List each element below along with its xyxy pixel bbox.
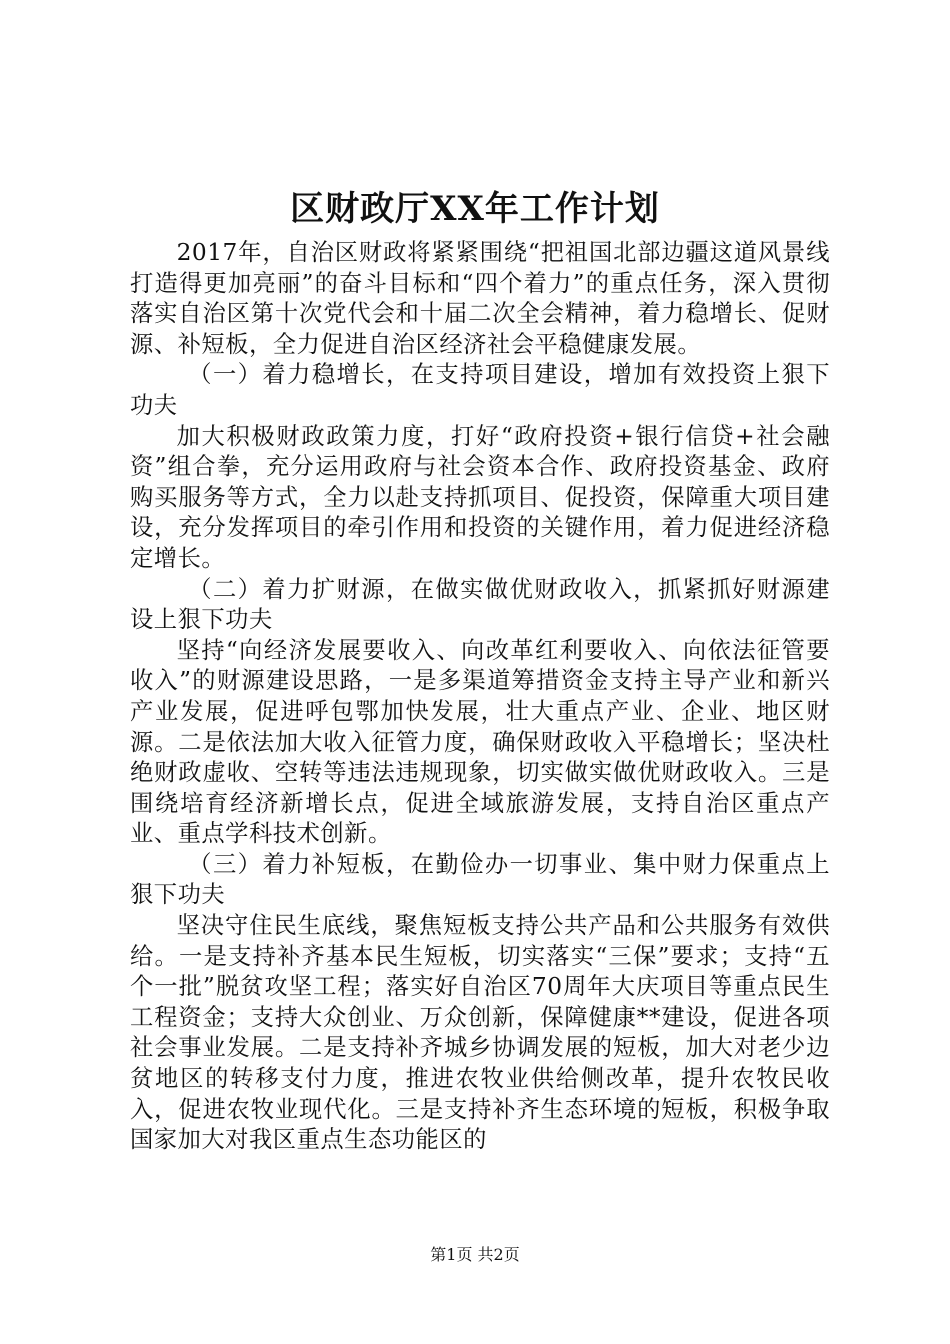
page-footer: 第1页 共2页: [430, 1245, 520, 1264]
paragraph-intro: 2017年，自治区财政将紧紧围绕“把祖国北部边疆这道风景线打造得更加亮丽”的奋斗目标和“四个着力”的重点任务，深入贯彻落实自治区第十次党代会和十届二次全会精神，着力稳增长、促财源、补短板，全力促进自治区经济社会平稳健康发展。: [130, 239, 830, 358]
section-heading-2: （二）着力扩财源，在做实做优财政收入，抓紧抓好财源建设上狠下功夫: [130, 575, 830, 634]
paragraph-section-1: 加大积极财政政策力度，打好“政府投资+银行信贷+社会融资”组合拳，充分运用政府与社会资本合作、政府投资基金、政府购买服务等方式，全力以赴支持抓项目、促投资，保障重大项目建设，充分发挥项目的牵引作用和投资的关键作用，着力促进经济稳定增长。: [130, 422, 830, 572]
section-heading-3: （三）着力补短板，在勤俭办一切事业、集中财力保重点上狠下功夫: [130, 850, 830, 909]
section-heading-1: （一）着力稳增长，在支持项目建设，增加有效投资上狠下功夫: [130, 361, 830, 419]
paragraph-section-2: 坚持“向经济发展要收入、向改革红利要收入、向依法征管要收入”的财源建设思路，一是多渠道筹措资金支持主导产业和新兴产业发展，促进呼包鄂加快发展，壮大重点产业、企业、地区财源。二是依法加大收入征管力度，确保财政收入平稳增长；坚决杜绝财政虚收、空转等违法违规现象，切实做实做优财政收入。三是围绕培育经济新增长点，促进全域旅游发展，支持自治区重点产业、重点学科技术创新。: [130, 636, 830, 848]
document-body: [130, 238, 830, 1156]
document-title: 区财政厅XX年工作计划: [290, 189, 660, 229]
paragraph-section-3: 坚决守住民生底线，聚焦短板支持公共产品和公共服务有效供给。一是支持补齐基本民生短板，切实落实“三保”要求；支持“五个一批”脱贫攻坚工程；落实好自治区70周年大庆项目等重点民生工程资金；支持大众创业、万众创新，保障健康**建设，促进各项社会事业发展。二是支持补齐城乡协调发展的短板，加大对老少边贫地区的转移支付力度，推进农牧业供给侧改革，提升农牧民收入，促进农牧业现代化。三是支持补齐生态环境的短板，积极争取国家加大对我区重点生态功能区的: [130, 912, 830, 1154]
